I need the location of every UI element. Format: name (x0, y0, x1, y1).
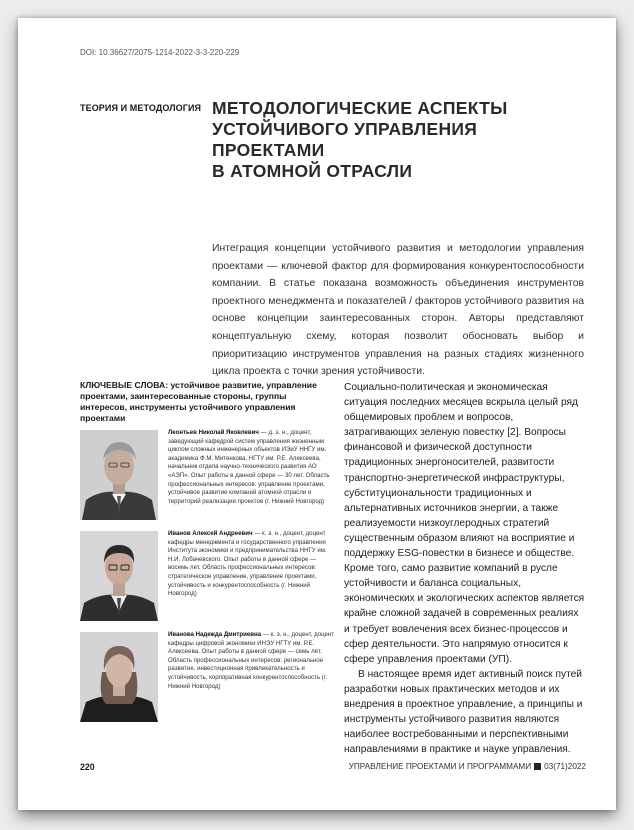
title-line: В АТОМНОЙ ОТРАСЛИ (212, 161, 413, 181)
author-bio (168, 530, 336, 599)
journal-name: УПРАВЛЕНИЕ ПРОЕКТАМИ И ПРОГРАММАМИ (348, 762, 532, 771)
author-description: — к. э. н., доцент, доцент кафедры менеджмента и государственного управления Института экономики и предпринимательства ННГУ им. Н.И. Лобачевского. Опыт работы в данной сфере — восемь лет. Область профессиональных интересов: стратегическое управление, управление проектами, устойчивость и конкурентоспособность (г. Нижний Новгород) (168, 530, 327, 598)
author-bio (168, 429, 336, 506)
author-name: Леонтьев Николай Яковлевич (168, 429, 259, 436)
article-title (212, 98, 572, 182)
author-card (80, 430, 338, 520)
journal-page (18, 18, 616, 810)
title-line: МЕТОДОЛОГИЧЕСКИЕ АСПЕКТЫ (212, 98, 508, 118)
author-name: Иванова Надежда Дмитриевна (168, 631, 262, 638)
keywords: КЛЮЧЕВЫЕ СЛОВА: устойчивое развитие, управление проектами, заинтересованные стороны, группы интересов, инструменты устойчивого управления проектами (80, 380, 317, 423)
square-separator-icon (534, 763, 541, 770)
doi: DOI: 10.36627/2075-1214-2022-3-3-220-229 (80, 48, 240, 57)
author-photo (80, 531, 158, 621)
author-photo (80, 632, 158, 722)
title-line: УСТОЙЧИВОГО УПРАВЛЕНИЯ ПРОЕКТАМИ (212, 119, 478, 160)
author-description: — д. э. н., доцент, заведующий кафедрой систем управления жизненным циклом сложных инженерных объектов ИЭиУ ННГУ им. академика Ф.М. Митенкова, НГТУ им. Р.Е. Алексеева, начальник отдела научно-технического развития АО «АЭП». Опыт работы в данной сфере — 30 лет. Область профессиональных интересов: управление проектами, устойчивое развитие компаний атомной отрасли и территорий реализации проектов (г. Нижний Новгород) (168, 429, 330, 505)
author-bio (168, 631, 336, 691)
page-number: 220 (80, 762, 95, 772)
journal-issue: 03(71)2022 (544, 762, 586, 771)
author-description: — к. э. н., доцент, доцент кафедры цифровой экономики ИНЭУ НГТУ им. Р.Е. Алексеева. Опыт работы в данной сфере — семь лет. Область профессиональных интересов: региональное развитие, инвестиционная привлекательность и устойчивость, корпоративная конкурентоспособность (г. Нижний Новгород) (168, 631, 335, 690)
body-paragraph: Социально-политическая и экономическая ситуация последних месяцев вскрыла целый ряд общемировых проблем и вопросов, затрагивающих зеленую повестку [2]. Вопросы финансовой и физической доступности традиционных энергоносителей, развитости транспортно-энергетической инфраструктуры, субституциональности традиционных и альтернативных источников энергии, а также реализуемости низкоуглеродных стратегий существенным образом влияют на восприятие и поддержку ESG-повестки в бизнесе и обществе. Кроме того, само развитие компаний в русле устойчивости и баланса социальных, экономических и экологических аспектов является крайне сложной задачей в современных реалиях и требует вовлечения всех бизнес-процессов и сфер деятельности. Это напрямую относится к сфере управления проектами (УП). (344, 382, 585, 665)
journal-footer (349, 762, 586, 771)
body-text (344, 380, 586, 757)
author-name: Иванов Алексей Андреевич (168, 530, 253, 537)
abstract: Интеграция концепции устойчивого развития и методологии управления проектами — ключевой фактор для формирования конкурентоспособности компании. В статье показана возможность объединения инструментов проектного менеджмента и показателей / факторов устойчивого развития на основе концепции заинтересованных сторон. Авторы представляют концептуальную схему, которая позволит обосновать выбор и приоритизацию инструментов управления на разных стадиях жизненного цикла проекта с точки зрения устойчивости. (212, 243, 584, 378)
section-heading: ТЕОРИЯ И МЕТОДОЛОГИЯ (80, 103, 202, 113)
author-photo (80, 430, 158, 520)
author-card (80, 632, 338, 722)
author-card (80, 531, 338, 621)
body-paragraph: В настоящее время идет активный поиск путей разработки новых практических методов и их внедрения в проектное управление, а принципы и инструменты устойчивого развития являются наиболее востребованными и перспективными направлениями в практике и науке управления. (344, 668, 583, 756)
